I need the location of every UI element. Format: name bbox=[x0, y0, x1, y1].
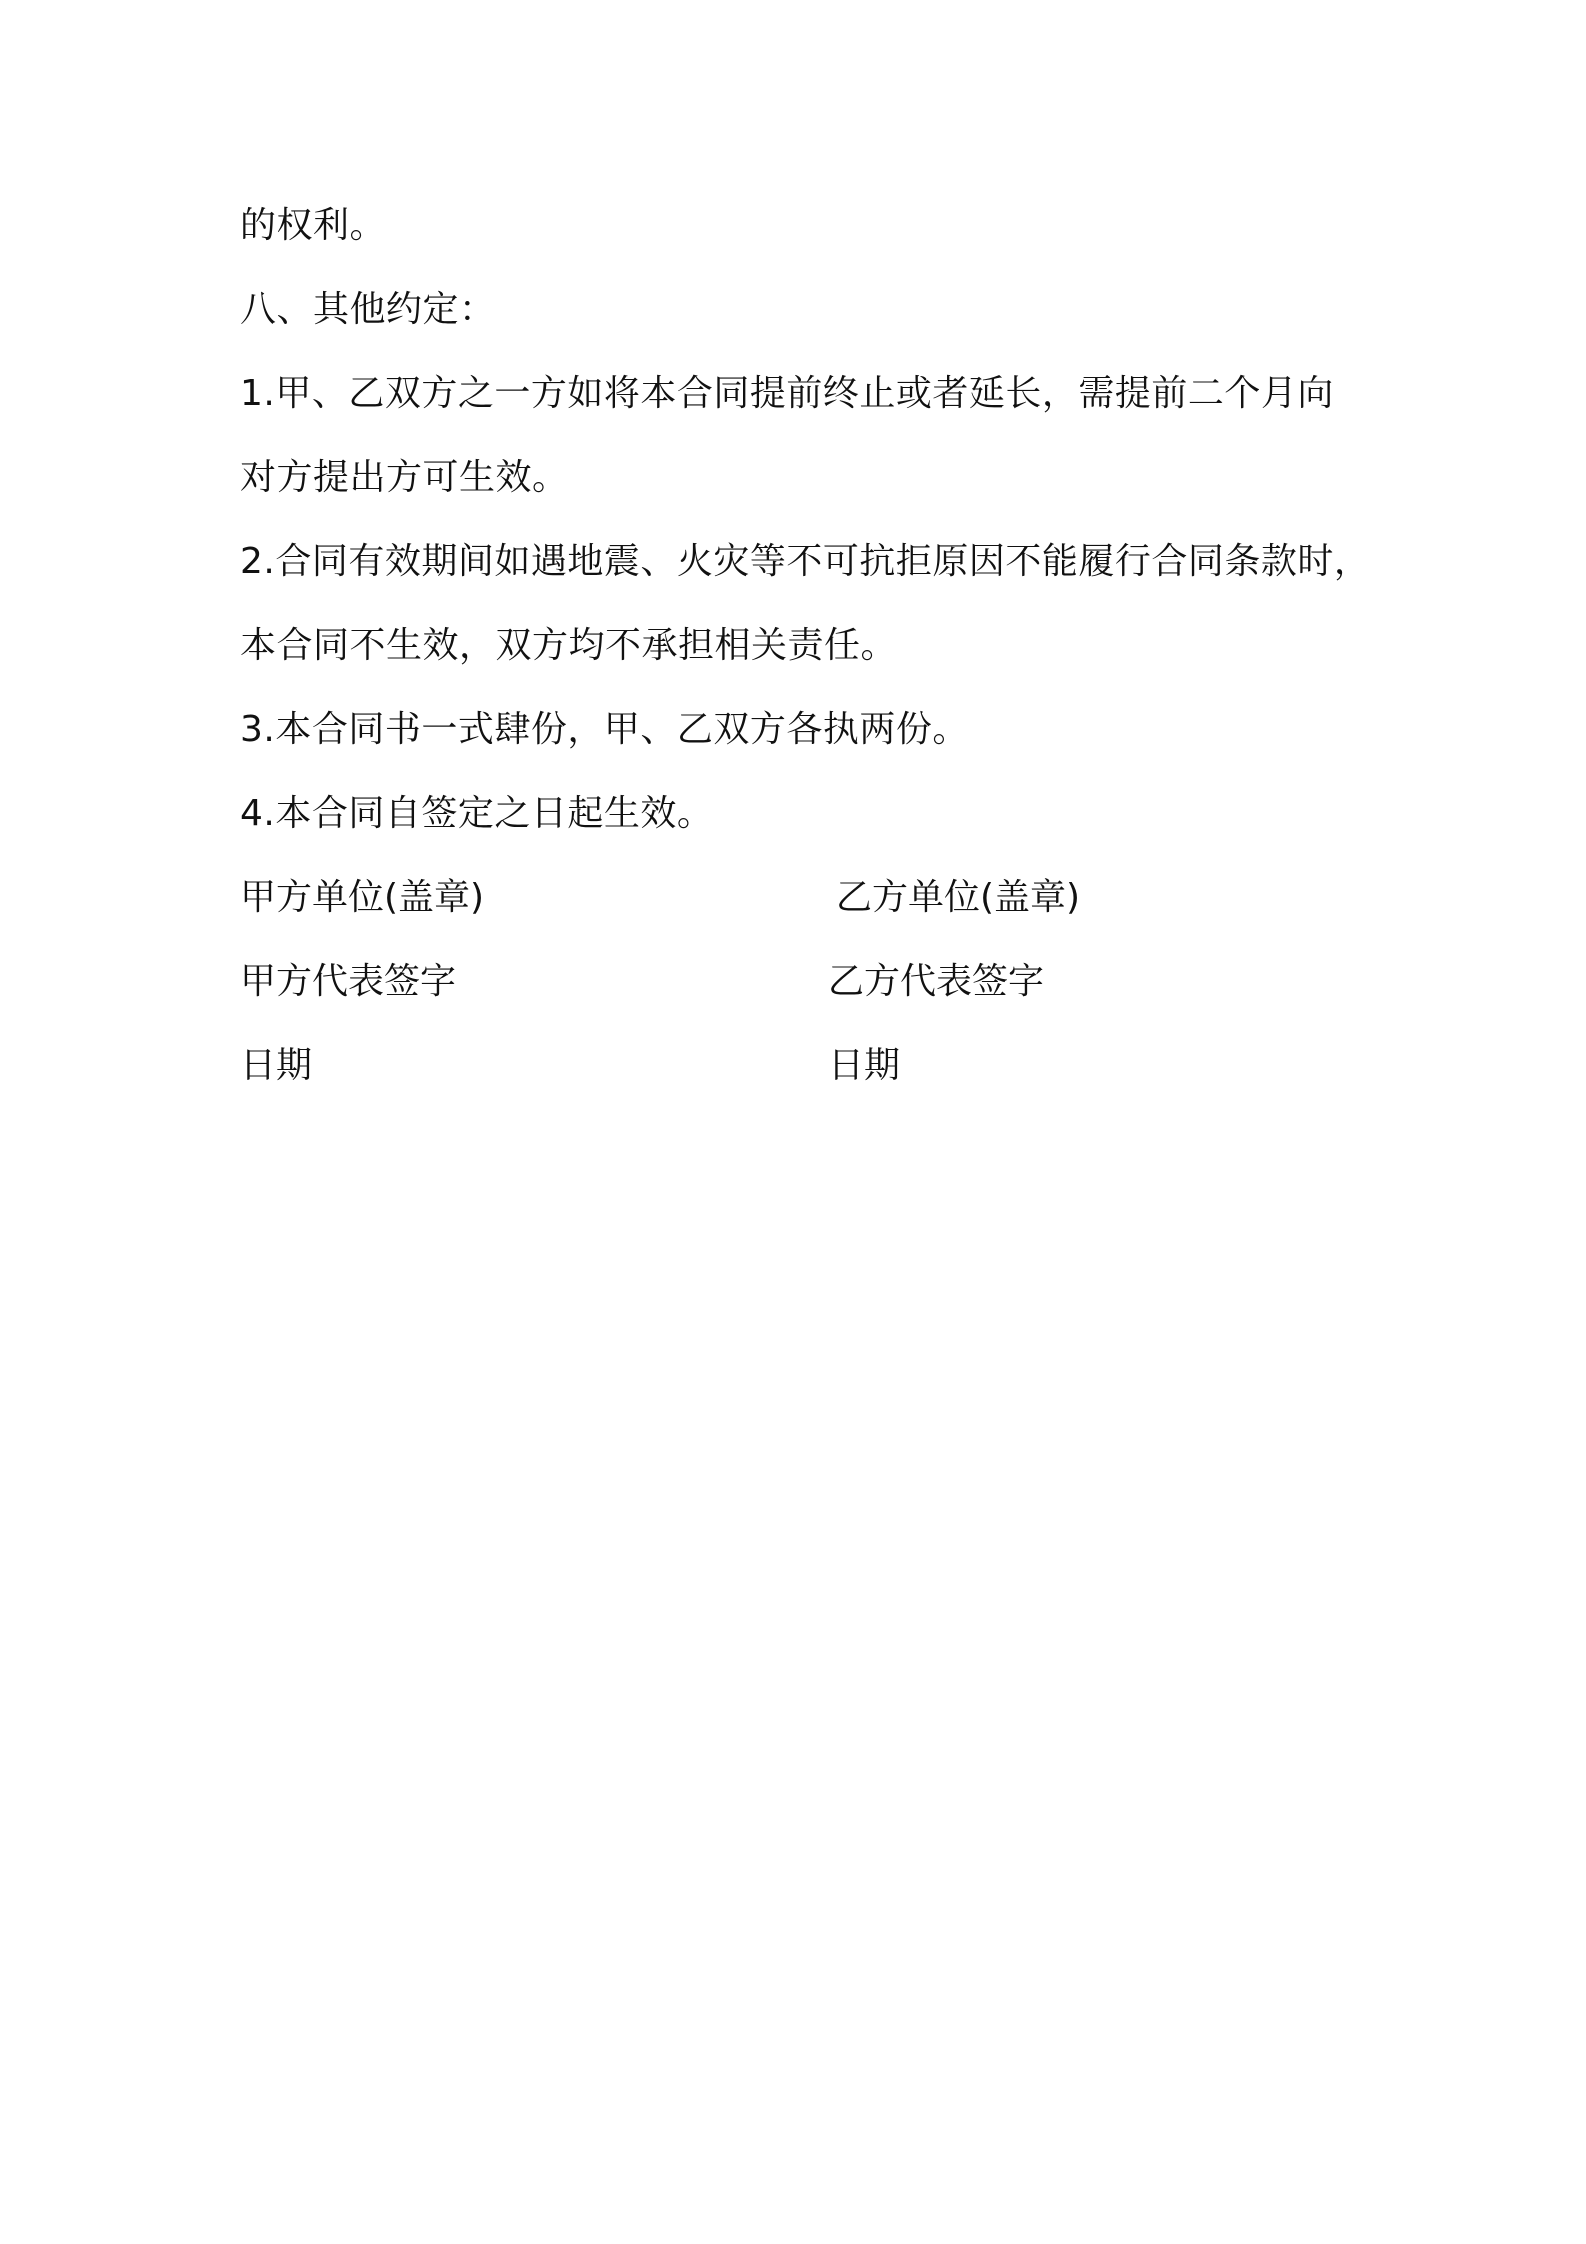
party-b-unit-label: 乙方单位(盖章) bbox=[836, 877, 1081, 918]
clause-1-line-1: 1.甲、乙双方之一方如将本合同提前终止或者延长，需提前二个月向 bbox=[240, 373, 1334, 414]
section-heading-other-agreements: 八、其他约定： bbox=[240, 289, 496, 330]
party-a-representative-label: 甲方代表签字 bbox=[240, 961, 457, 1002]
clause-3: 3.本合同书一式肆份，甲、乙双方各执两份。 bbox=[240, 709, 969, 750]
paragraph-line-1: 的权利。 bbox=[240, 205, 387, 246]
party-a-date-label: 日期 bbox=[240, 1045, 313, 1086]
clause-2-line-1: 2.合同有效期间如遇地震、火灾等不可抗拒原因不能履行合同条款时， bbox=[240, 541, 1371, 582]
party-a-unit-label: 甲方单位(盖章) bbox=[240, 877, 485, 918]
party-b-date-label: 日期 bbox=[828, 1045, 901, 1086]
party-b-representative-label: 乙方代表签字 bbox=[828, 961, 1045, 1002]
clause-4: 4.本合同自签定之日起生效。 bbox=[240, 793, 714, 834]
clause-1-line-2: 对方提出方可生效。 bbox=[240, 457, 569, 498]
clause-2-line-2: 本合同不生效，双方均不承担相关责任。 bbox=[240, 625, 898, 666]
